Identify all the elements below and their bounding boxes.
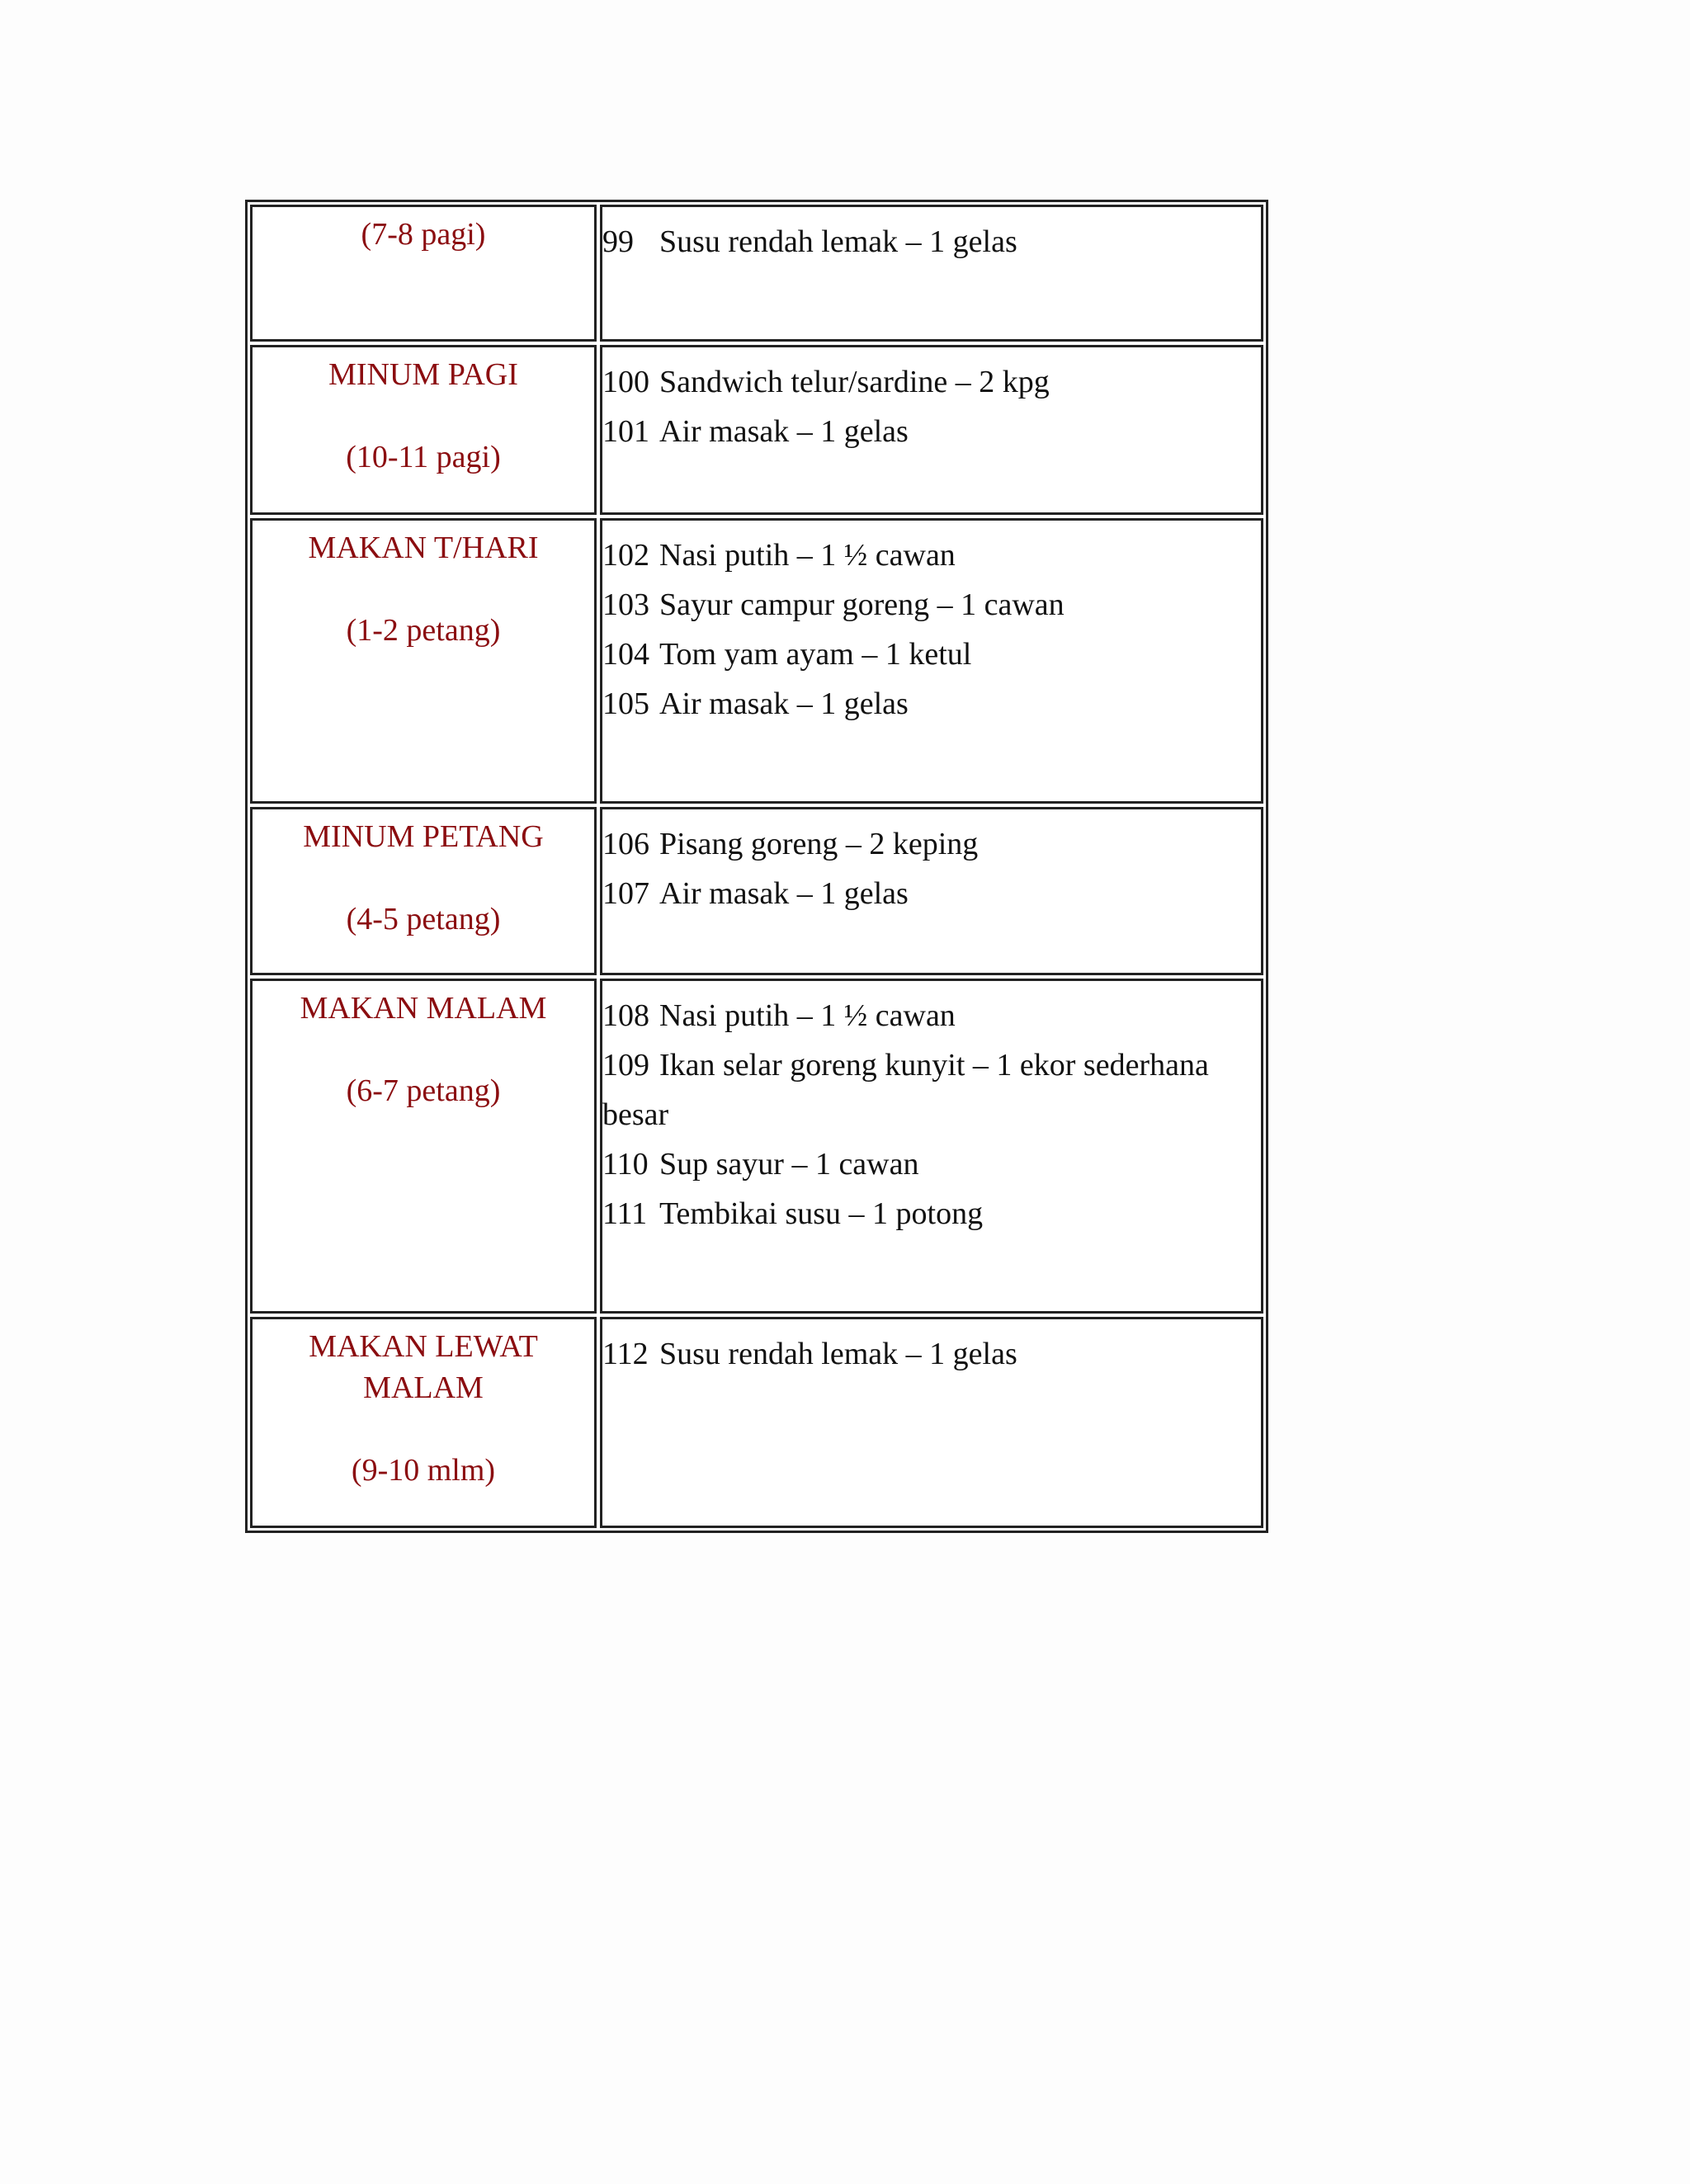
list-item [602, 580, 1261, 630]
meal-time-cell [250, 345, 597, 515]
meal-items-cell [600, 979, 1263, 1314]
meal-time: (10-11 pagi) [346, 440, 501, 474]
item-number: 104 [602, 637, 649, 672]
item-text: Air masak – 1 gelas [659, 686, 909, 721]
item-text: Sayur campur goreng – 1 cawan [659, 587, 1065, 622]
item-number: 103 [602, 587, 649, 622]
item-text: Tembikai susu – 1 potong [659, 1196, 984, 1231]
item-text: Susu rendah lemak – 1 gelas [659, 224, 1017, 259]
item-text: Tom yam ayam – 1 ketul [659, 637, 972, 672]
meal-items-cell [600, 205, 1263, 342]
meal-time: (9-10 mlm) [351, 1453, 496, 1488]
meal-items-cell [600, 1317, 1263, 1528]
meal-name: MINUM PETANG [303, 819, 544, 854]
list-item [602, 1329, 1261, 1379]
list-item [602, 991, 1261, 1040]
table-row [250, 979, 1263, 1314]
meal-time: (4-5 petang) [346, 902, 501, 936]
item-number: 101 [602, 414, 649, 449]
meal-items-cell [600, 345, 1263, 515]
meal-time-cell [250, 205, 597, 342]
item-number: 112 [602, 1337, 649, 1371]
meal-time-cell [250, 518, 597, 804]
meal-name: MAKAN MALAM [300, 991, 547, 1026]
list-item [602, 630, 1261, 679]
item-number: 99 [602, 224, 634, 259]
item-text: Nasi putih – 1 ½ cawan [659, 998, 956, 1033]
meal-time-cell [250, 979, 597, 1314]
item-number: 108 [602, 998, 649, 1033]
item-text: Air masak – 1 gelas [659, 876, 909, 911]
item-number: 109 [602, 1048, 649, 1083]
list-item [602, 407, 1261, 456]
list-item [602, 357, 1261, 407]
list-item [602, 1139, 1261, 1189]
item-text: Sandwich telur/sardine – 2 kpg [659, 365, 1050, 399]
list-item [602, 1040, 1261, 1139]
table-row [250, 345, 1263, 515]
list-item [602, 869, 1261, 918]
table-row [250, 518, 1263, 804]
meal-time: (1-2 petang) [346, 613, 501, 648]
meal-items-cell [600, 807, 1263, 975]
item-number: 107 [602, 876, 649, 911]
meal-items-cell [600, 518, 1263, 804]
meal-name: MAKAN T/HARI [308, 531, 539, 565]
meal-time-cell [250, 1317, 597, 1528]
item-text: Susu rendah lemak – 1 gelas [659, 1337, 1017, 1371]
meal-name: MAKAN LEWAT MALAM [309, 1329, 538, 1405]
list-item [602, 819, 1261, 869]
meal-time-cell [250, 807, 597, 975]
item-number: 111 [602, 1196, 648, 1231]
item-number: 102 [602, 538, 649, 573]
item-text: Air masak – 1 gelas [659, 414, 909, 449]
item-number: 106 [602, 827, 649, 861]
item-text: Pisang goreng – 2 keping [659, 827, 979, 861]
meal-name: MINUM PAGI [328, 357, 518, 392]
table-row [250, 205, 1263, 342]
item-number: 110 [602, 1147, 649, 1182]
item-number: 100 [602, 365, 649, 399]
list-item [602, 217, 1261, 267]
list-item [602, 1189, 1261, 1238]
meal-time: (7-8 pagi) [361, 217, 486, 252]
item-text: Ikan selar goreng kunyit – 1 ekor sederhana besar [602, 1048, 1209, 1132]
table-row [250, 807, 1263, 975]
item-number: 105 [602, 686, 649, 721]
list-item [602, 531, 1261, 580]
table-row [250, 1317, 1263, 1528]
meal-plan-table [245, 200, 1268, 1533]
meal-time: (6-7 petang) [346, 1073, 501, 1108]
item-text: Sup sayur – 1 cawan [659, 1147, 919, 1182]
item-text: Nasi putih – 1 ½ cawan [659, 538, 956, 573]
list-item [602, 679, 1261, 729]
